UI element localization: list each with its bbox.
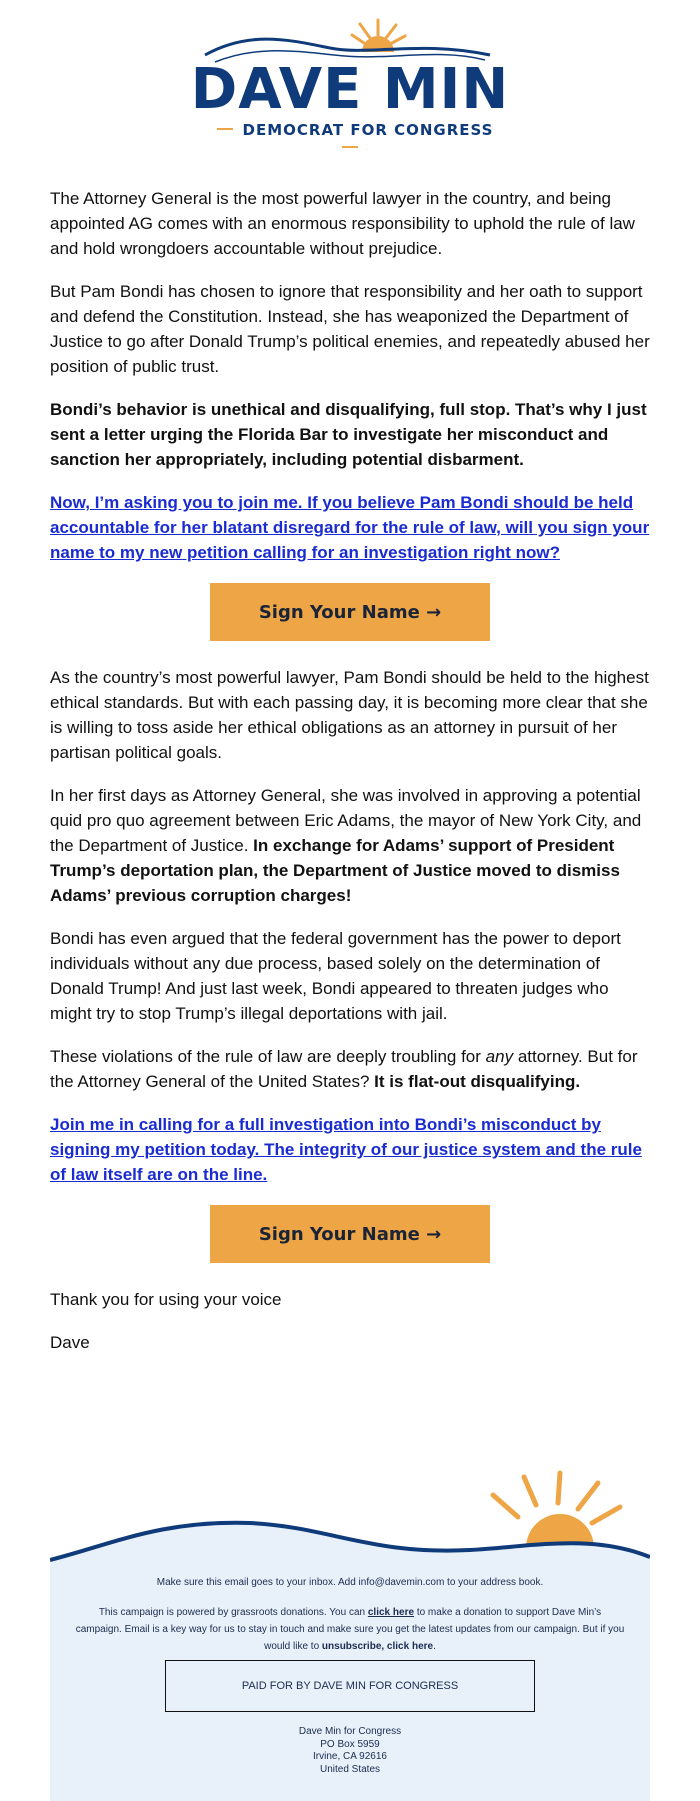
sign-your-name-button-1[interactable]: Sign Your Name → [210,583,490,641]
paragraph-bondi-ignores: But Pam Bondi has chosen to ignore that responsibility and her oath to support and defend the Constitution. Instead, she has weaponized the Department of Justice to go after Donald Trump’s political enemies, and repeatedly abused her position of public trust. [50,282,650,376]
button-wrap-2 [50,1205,650,1263]
paragraph-petition-link-1 [50,490,650,565]
address-pobox: PO Box 5959 [320,1738,380,1750]
thank-you-line: Thank you for using your voice [50,1290,282,1309]
donation-end: . [433,1641,436,1652]
signature: Dave [50,1333,90,1352]
tagline-dash-right [342,146,358,148]
donation-text-a: This campaign is powered by grassroots donations. You can [98,1607,366,1618]
inbox-note: Make sure this email goes to your inbox. Add info@davemin.com to your address book. [156,1577,544,1588]
paragraph-petition-link-2 [50,1112,650,1187]
email-body [50,186,650,1373]
donate-link[interactable]: click here [367,1607,415,1618]
petition-link-1[interactable]: Now, I’m asking you to join me. If you believe Pam Bondi should be held accountable for her blatant disregard for the rule of law, will you sign your name to my new petition calling for an investigation right now? [50,493,650,562]
tagline-text: DEMOCRAT FOR CONGRESS [242,121,494,139]
mailing-address [50,1726,650,1776]
campaign-logo [0,0,700,150]
donation-text-b: to make a donation to support Dave Min’s campaign. Email is a key way for us to stay in touch and make sure you get the latest updates from our campaign. But if you would like to [75,1607,625,1652]
address-org: Dave Min for Congress [298,1726,402,1737]
violations-emphasis: any [485,1047,514,1066]
address-country: United States [319,1763,381,1775]
address-city: Irvine, CA 92616 [313,1751,387,1762]
unsubscribe-link[interactable]: unsubscribe, click here [321,1641,434,1652]
donation-note [50,1604,650,1655]
paragraph-disqualifying [50,397,650,472]
violations-text-a: These violations of the rule of law are deeply troubling for [50,1047,481,1066]
sign-your-name-button-2[interactable]: Sign Your Name → [210,1205,490,1263]
paragraph-quid-pro-quo [50,783,650,908]
paragraph-ethical-standards: As the country’s most powerful lawyer, Pam Bondi should be held to the highest ethical standards. But with each passing day, it is becoming more clear that she is willing to toss aside her ethical obligations as an attorney in pursuit of her partisan political goals. [50,668,649,762]
tagline-dash-left [217,128,233,130]
paragraph-intro: The Attorney General is the most powerful lawyer in the country, and being appointed AG comes with an enormous responsibility to uphold the rule of law and hold wrongdoers accountable without prejudice. [50,189,635,258]
paid-for-disclaimer: PAID FOR BY DAVE MIN FOR CONGRESS [165,1660,535,1712]
email-footer [50,1465,650,1801]
footer-wave-sun-graphic [50,1465,650,1575]
logo-tagline [205,121,495,157]
violations-bold: It is flat-out disqualifying. [374,1072,581,1091]
paragraph-due-process: Bondi has even argued that the federal government has the power to deport individuals without any due process, based solely on the determination of Donald Trump! And just last week, Bondi appeared to threaten judges who might try to stop Trump’s illegal deportations with jail. [50,929,621,1023]
quid-pro-quo-text: In her first days as Attorney General, she was involved in approving a potential quid pro quo agreement between Eric Adams, the mayor of New York City, and the Department of Justice. [50,786,642,855]
button-wrap-1 [50,583,650,641]
paragraph-violations [50,1044,650,1094]
petition-link-2[interactable]: Join me in calling for a full investigation into Bondi’s misconduct by signing my petition today. The integrity of our justice system and the rule of law itself are on the line. [50,1115,642,1184]
quid-pro-quo-bold: In exchange for Adams’ support of President Trump’s deportation plan, the Department of Justice moved to dismiss Adams’ previous corruption charges! [50,836,620,905]
violations-text-b: attorney. But for the Attorney General of the United States? [50,1047,638,1091]
logo-name: DAVE MIN [190,57,510,122]
bold-text: Bondi’s behavior is unethical and disqualifying, full stop. That’s why I just sent a letter urging the Florida Bar to investigate her misconduct and sanction her appropriately, including potential disbarment. [50,400,647,469]
